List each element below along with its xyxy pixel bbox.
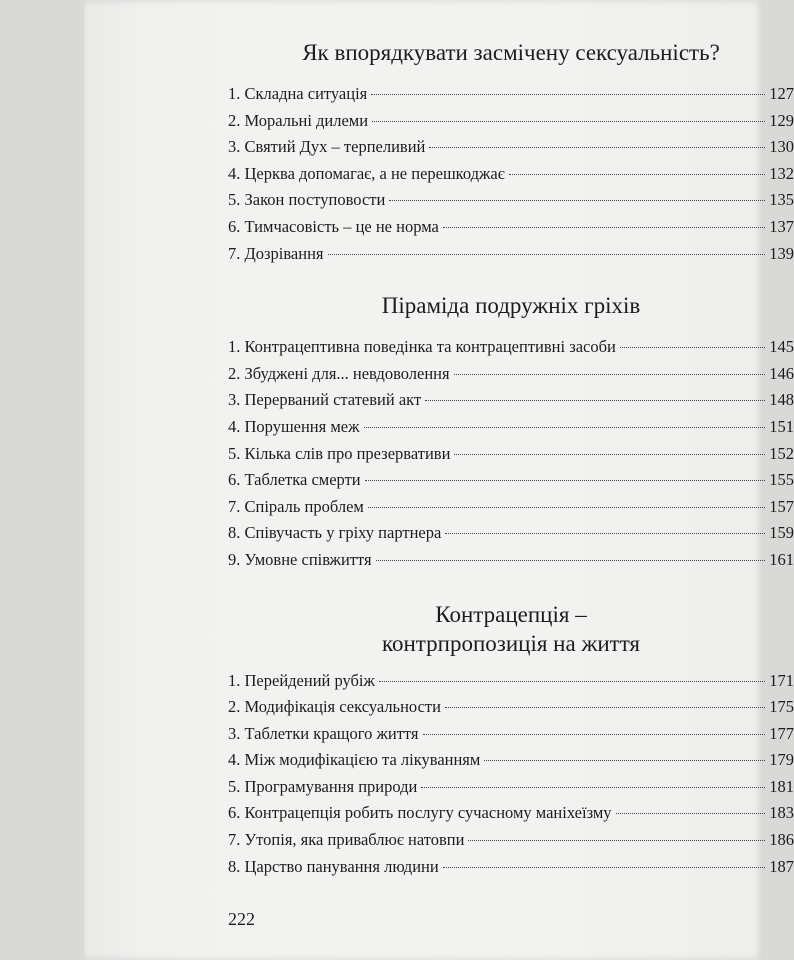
table-of-contents [228, 38, 794, 880]
entry-label: 7. Утопія, яка приваблює натовпи [228, 830, 465, 850]
dot-leader [509, 174, 765, 175]
dot-leader [454, 454, 765, 455]
toc-entry [228, 187, 794, 214]
dot-leader [371, 94, 765, 95]
dot-leader [484, 760, 765, 761]
entry-label: 1. Контрацептивна поведінка та контрацептивні засоби [228, 337, 616, 357]
page-number: 222 [228, 909, 255, 929]
entry-label: 4. Між модифікацією та лікуванням [228, 750, 481, 770]
toc-entry [228, 467, 794, 494]
dot-leader [421, 787, 765, 788]
toc-entries [228, 668, 794, 881]
dot-leader [429, 147, 765, 148]
dot-leader [389, 200, 765, 201]
dot-leader [365, 480, 766, 481]
toc-entry [228, 547, 794, 574]
section-title-line: Контрацепція – [435, 601, 587, 627]
toc-entry [228, 334, 794, 361]
dot-leader [423, 734, 766, 735]
entry-page: 171 [769, 670, 794, 690]
dot-leader [454, 374, 766, 375]
entry-page: 135 [769, 190, 794, 210]
dot-leader [368, 507, 765, 508]
entry-page: 183 [769, 803, 794, 823]
section-title-line: контрпропозиція на життя [381, 630, 641, 656]
entry-label: 2. Модифікація сексуальности [228, 697, 441, 717]
entry-label: 8. Царство панування людини [228, 856, 439, 876]
entry-page: 161 [769, 549, 794, 569]
dot-leader [372, 121, 765, 122]
entry-page: 155 [769, 470, 794, 490]
toc-section-2 [228, 291, 794, 573]
entry-label: 3. Таблетки кращого життя [228, 723, 419, 743]
toc-entry [228, 361, 794, 388]
entry-page: 152 [769, 443, 794, 463]
dot-leader [445, 707, 765, 708]
entry-label: 7. Спіраль проблем [228, 496, 364, 516]
entry-label: 2. Моральні дилеми [228, 110, 369, 130]
toc-entry [228, 494, 794, 521]
entry-page: 137 [769, 216, 794, 236]
entry-label: 4. Церква допомагає, а не перешкоджає [228, 163, 505, 183]
entry-label: 7. Дозрівання [228, 243, 324, 263]
toc-entries [228, 334, 794, 573]
toc-entry [228, 774, 794, 801]
entry-page: 175 [769, 697, 794, 717]
entry-label: 3. Святий Дух – терпеливий [228, 137, 426, 157]
entry-page: 157 [769, 496, 794, 516]
entry-label: 6. Тимчасовість – це не норма [228, 216, 439, 236]
toc-entries [228, 81, 794, 267]
dot-leader [379, 681, 765, 682]
toc-entry [228, 161, 794, 188]
entry-label: 2. Збуджені для... невдоволення [228, 363, 450, 383]
dot-leader [443, 227, 765, 228]
entry-page: 130 [769, 137, 794, 157]
entry-page: 179 [769, 750, 794, 770]
toc-section-3 [228, 600, 794, 881]
entry-label: 9. Умовне співжиття [228, 549, 372, 569]
toc-entry [228, 721, 794, 748]
dot-leader [468, 840, 765, 841]
entry-label: 1. Складна ситуація [228, 84, 368, 103]
entry-page: 159 [769, 523, 794, 543]
dot-leader [620, 347, 765, 348]
dot-leader [328, 254, 766, 255]
entry-label: 5. Кілька слів про презервативи [228, 443, 451, 463]
entry-label: 5. Закон поступовости [228, 190, 386, 210]
entry-page: 151 [769, 416, 794, 436]
entry-page: 181 [769, 776, 794, 796]
section-title [228, 600, 794, 658]
dot-leader [445, 533, 765, 534]
entry-label: 1. Перейдений рубіж [228, 670, 375, 690]
book-page [84, 0, 794, 960]
entry-label: 4. Порушення меж [228, 416, 360, 436]
entry-page: 148 [769, 390, 794, 410]
entry-page: 186 [769, 830, 794, 850]
entry-page: 127 [769, 84, 794, 103]
toc-entry [228, 241, 794, 268]
toc-entry [228, 387, 794, 414]
entry-label: 6. Контрацепція робить послугу сучасному маніхеїзму [228, 803, 612, 823]
toc-entry [228, 81, 794, 108]
dot-leader [443, 867, 766, 868]
toc-entry [228, 441, 794, 468]
dot-leader [616, 813, 766, 814]
toc-entry [228, 108, 794, 135]
section-title-line: Як впорядкувати засмічену сексуальність? [302, 40, 720, 65]
entry-page: 146 [769, 363, 794, 383]
dot-leader [425, 400, 765, 401]
entry-label: 5. Програмування природи [228, 776, 418, 796]
toc-section-1 [228, 38, 794, 267]
toc-entry [228, 800, 794, 827]
entry-label: 6. Таблетка смерти [228, 470, 361, 490]
toc-entry [228, 520, 794, 547]
section-title [228, 38, 794, 67]
entry-page: 145 [769, 337, 794, 357]
toc-entry [228, 134, 794, 161]
toc-entry [228, 668, 794, 695]
toc-entry [228, 414, 794, 441]
entry-page: 177 [769, 723, 794, 743]
dot-leader [364, 427, 766, 428]
section-title [228, 291, 794, 320]
entry-page: 132 [769, 163, 794, 183]
toc-entry [228, 214, 794, 241]
section-title-line: Піраміда подружніх гріхів [381, 293, 641, 319]
entry-label: 3. Перерваний статевий акт [228, 390, 422, 410]
toc-entry [228, 747, 794, 774]
entry-page: 187 [769, 856, 794, 876]
entry-page: 129 [769, 110, 794, 130]
entry-page: 139 [769, 243, 794, 263]
toc-entry [228, 827, 794, 854]
toc-entry [228, 854, 794, 881]
toc-entry [228, 694, 794, 721]
dot-leader [376, 560, 766, 561]
entry-label: 8. Співучасть у гріху партнера [228, 523, 442, 543]
